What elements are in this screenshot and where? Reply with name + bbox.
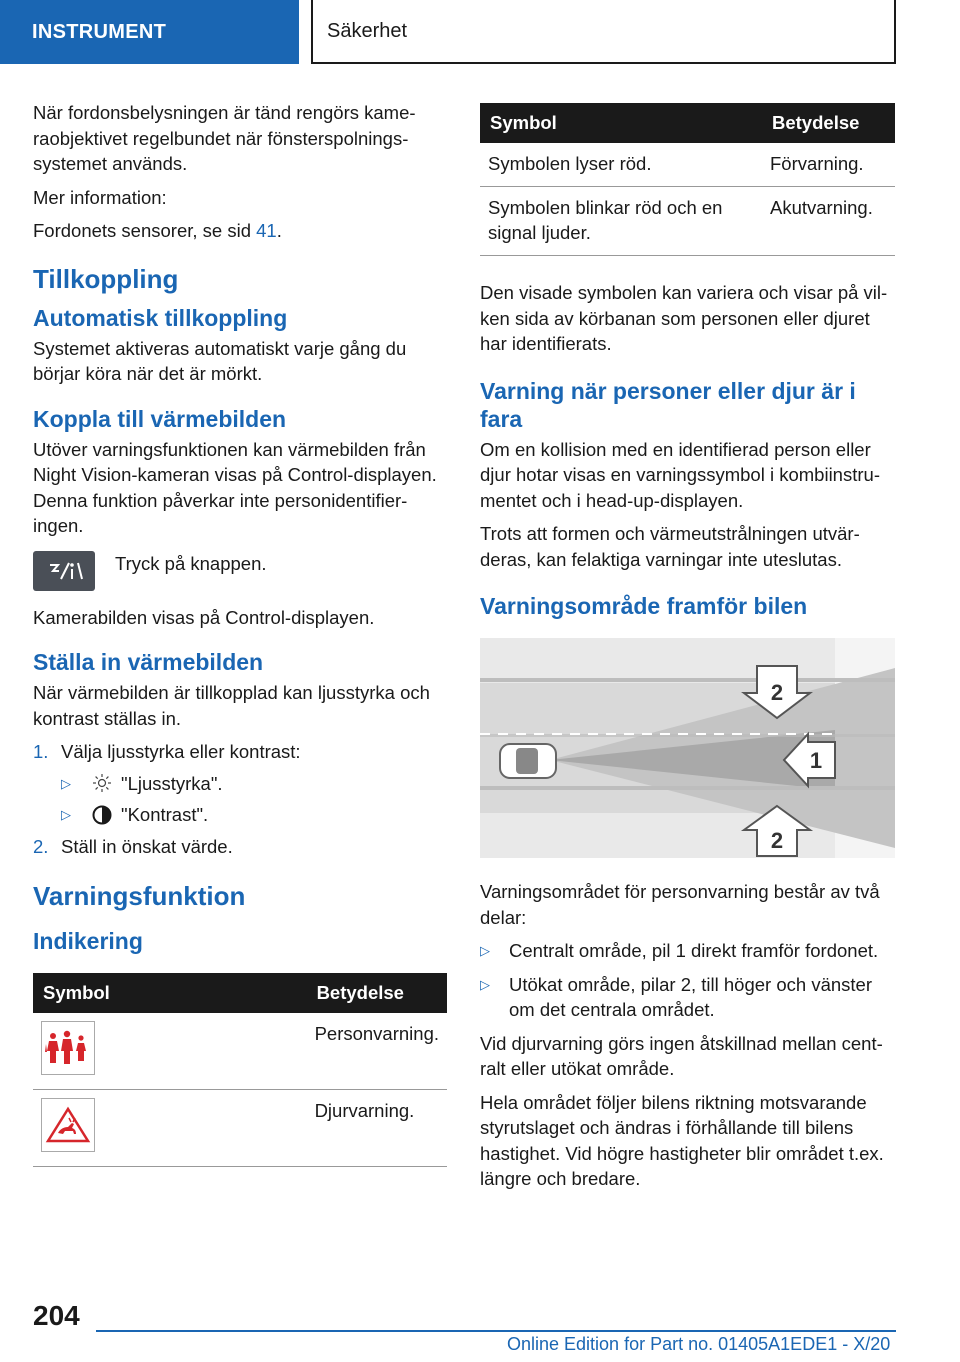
sensor-reference: Fordonets sensorer, se sid 41.	[33, 220, 282, 241]
chapter-label: INSTRUMENT	[32, 20, 167, 43]
symbol-cell: Symbolen blinkar röd och en signal ljuder.	[480, 187, 762, 256]
omrade-text-1: Varningsområdet för personvarning består av två delar:	[480, 881, 880, 928]
column-header-symbol: Symbol	[33, 973, 307, 1013]
automatic-text: Systemet aktiveras automatiskt varje gång du börjar köra när det är mörkt.	[33, 337, 407, 384]
steps-list	[33, 739, 447, 859]
zone-list	[480, 938, 895, 1023]
fara-text-1: Om en kollision med en identifierad person eller djur hotar visas en varningssymbol i kombiinstrumentet och i head-up-displayen.	[480, 438, 880, 511]
warning-level-table	[480, 103, 895, 256]
indication-table	[33, 973, 447, 1167]
heading-indikering: Indikering	[33, 928, 143, 954]
omrade-text-3: Hela området följer bilens riktning motsvarande styrutslaget och ändras i förhållande till bilens hastighet. Vid högre hastigheter blir området t.ex. längre och bredare.	[480, 1091, 884, 1189]
list-item: ▷ Centralt område, pil 1 direkt framför fordonet.	[480, 938, 895, 964]
koppla-text: Utöver varningsfunktionen kan värmebilden från Night Vision-kameran visas på Control-displayen. Denna funktion påverkar inte personidentifieringen.	[33, 438, 437, 536]
diagram-label: 2	[770, 680, 784, 705]
sub-item-contrast: ▷ "Kontrast".	[61, 802, 447, 828]
step-item: 2. Ställ in önskat värde.	[33, 835, 233, 857]
meaning-cell: Personvarning.	[307, 1013, 447, 1090]
heading-stalla: Ställa in värmebilden	[33, 649, 264, 675]
step-item: 1. Välja ljusstyrka eller kontrast: ▷ "Ljusstyrka". ▷ "Kontrast".	[33, 739, 447, 828]
table-row	[480, 187, 895, 256]
section-header	[311, 0, 896, 64]
warning-zone-diagram	[480, 638, 895, 858]
car-icon	[500, 744, 556, 778]
meaning-cell: Akutvarning.	[762, 187, 895, 256]
table-row	[33, 1090, 447, 1167]
sun-icon	[91, 772, 113, 794]
night-vision-button-icon	[33, 551, 95, 591]
footer-divider	[96, 1330, 896, 1332]
button-text: Tryck på knappen.	[115, 552, 267, 574]
diagram-label: 2	[770, 828, 784, 853]
triangle-bullet-icon: ▷	[61, 807, 71, 822]
table-row	[480, 143, 895, 187]
right-column	[480, 103, 895, 1200]
list-item: ▷ Utökat område, pilar 2, till höger och vänster om det centrala området.	[480, 973, 872, 1020]
animal-warning-icon	[41, 1098, 95, 1152]
button-instruction	[33, 551, 447, 591]
column-header-meaning: Betydelse	[307, 973, 447, 1013]
symbol-cell: Symbolen lyser röd.	[480, 143, 762, 187]
sub-list	[61, 771, 447, 828]
camera-text: Kamerabilden visas på Control-displayen.	[33, 606, 375, 628]
heading-automatic: Automatisk tillkoppling	[33, 304, 288, 331]
table-row	[33, 1013, 447, 1090]
edition-text: Online Edition for Part no. 01405A1EDE1 - X/20	[507, 1334, 891, 1354]
triangle-bullet-icon: ▷	[61, 775, 71, 791]
section-label: Säkerhet	[327, 19, 408, 42]
page-link[interactable]: 41	[256, 220, 277, 241]
triangle-bullet-icon: ▷	[480, 943, 490, 958]
omrade-text-2: Vid djurvarning görs ingen åtskillnad mellan centralt eller utökat område.	[480, 1032, 883, 1079]
heading-tillkoppling: Tillkoppling	[33, 263, 179, 294]
heading-fara: Varning när personer eller djur är i fara	[480, 377, 856, 432]
page-number: 204	[33, 1300, 80, 1331]
symbol-variation-text: Den visade symbolen kan variera och visar på vilken sida av körbanan som personen eller djuret har identifierats.	[480, 282, 888, 354]
diagram-label: 1	[809, 748, 823, 773]
stalla-text: När värmebilden är tillkopplad kan ljusstyrka och kontrast ställas in.	[33, 682, 430, 729]
left-column	[33, 100, 447, 1167]
column-header-symbol: Symbol	[480, 103, 762, 143]
sub-item-brightness: ▷ "Ljusstyrka".	[61, 771, 447, 797]
more-info-label: Mer information:	[33, 186, 167, 208]
chapter-tab[interactable]	[0, 0, 299, 64]
column-header-meaning: Betydelse	[762, 103, 895, 143]
table-header-row	[33, 973, 447, 1013]
heading-koppla: Koppla till värmebilden	[33, 405, 287, 432]
heading-varningsfunktion: Varningsfunktion	[33, 881, 246, 911]
meaning-cell: Djurvarning.	[307, 1090, 447, 1167]
table-header-row	[480, 103, 895, 143]
meaning-cell: Förvarning.	[762, 143, 895, 187]
intro-paragraph: När fordonsbelysningen är tänd rengörs kameraobjektivet regelbundet när fönsterspolningssystemet används.	[33, 102, 416, 174]
heading-omrade: Varningsområde framför bilen	[480, 593, 808, 619]
person-warning-icon	[41, 1021, 95, 1075]
triangle-bullet-icon: ▷	[480, 976, 490, 992]
fara-text-2: Trots att formen och värmeutstrålningen utvärderas, kan felaktiga varningar inte uteslutas.	[480, 523, 860, 570]
contrast-icon	[91, 804, 113, 826]
